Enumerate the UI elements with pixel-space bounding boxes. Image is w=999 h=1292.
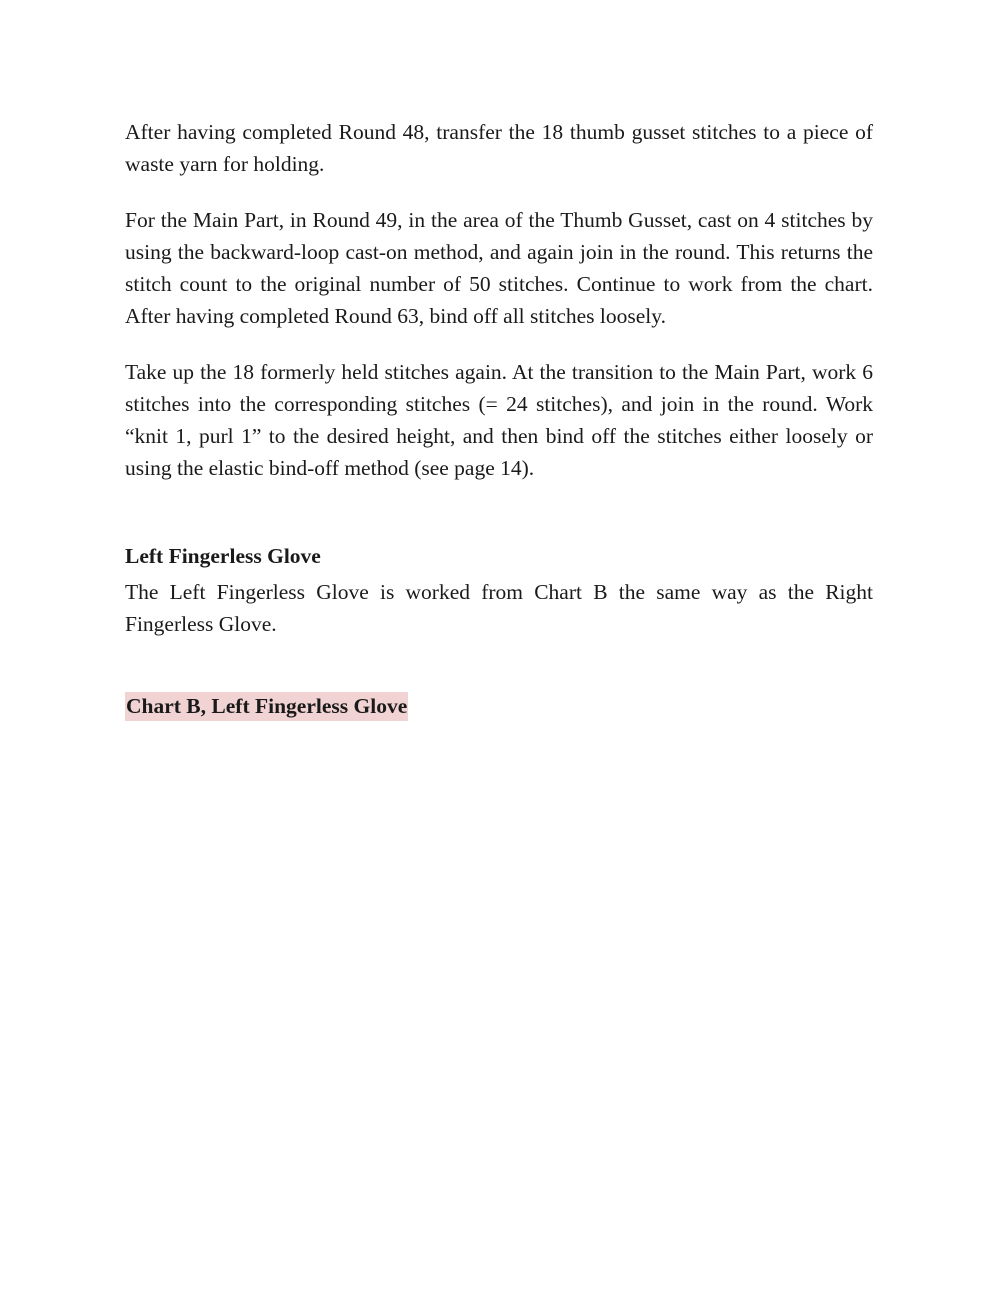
section-heading-left-glove: Left Fingerless Glove bbox=[125, 544, 321, 568]
paragraph-left-glove: The Left Fingerless Glove is worked from Chart B the same way as the Right Fingerless Glove. bbox=[125, 580, 873, 636]
page-content bbox=[125, 116, 873, 722]
paragraph-thumb-gusset: After having completed Round 48, transfer the 18 thumb gusset stitches to a piece of waste yarn for holding. bbox=[125, 120, 873, 176]
chart-heading bbox=[125, 690, 873, 722]
chart-heading-highlight: Chart B, Left Fingerless Glove bbox=[125, 692, 408, 721]
paragraph-thumb-finish: Take up the 18 formerly held stitches again. At the transition to the Main Part, work 6 stitches into the corresponding stitches (= 24 stitches), and join in the round. Work “knit 1, purl 1” to the desired height, and then bind off the stitches either loosely or using the elastic bind-off method (see page 14). bbox=[125, 360, 873, 480]
paragraph-main-part: For the Main Part, in Round 49, in the area of the Thumb Gusset, cast on 4 stitches by using the backward-loop cast-on method, and again join in the round. This returns the stitch count to the original number of 50 stitches. Continue to work from the chart. After having completed Round 63, bind off all stitches loosely. bbox=[125, 208, 873, 328]
